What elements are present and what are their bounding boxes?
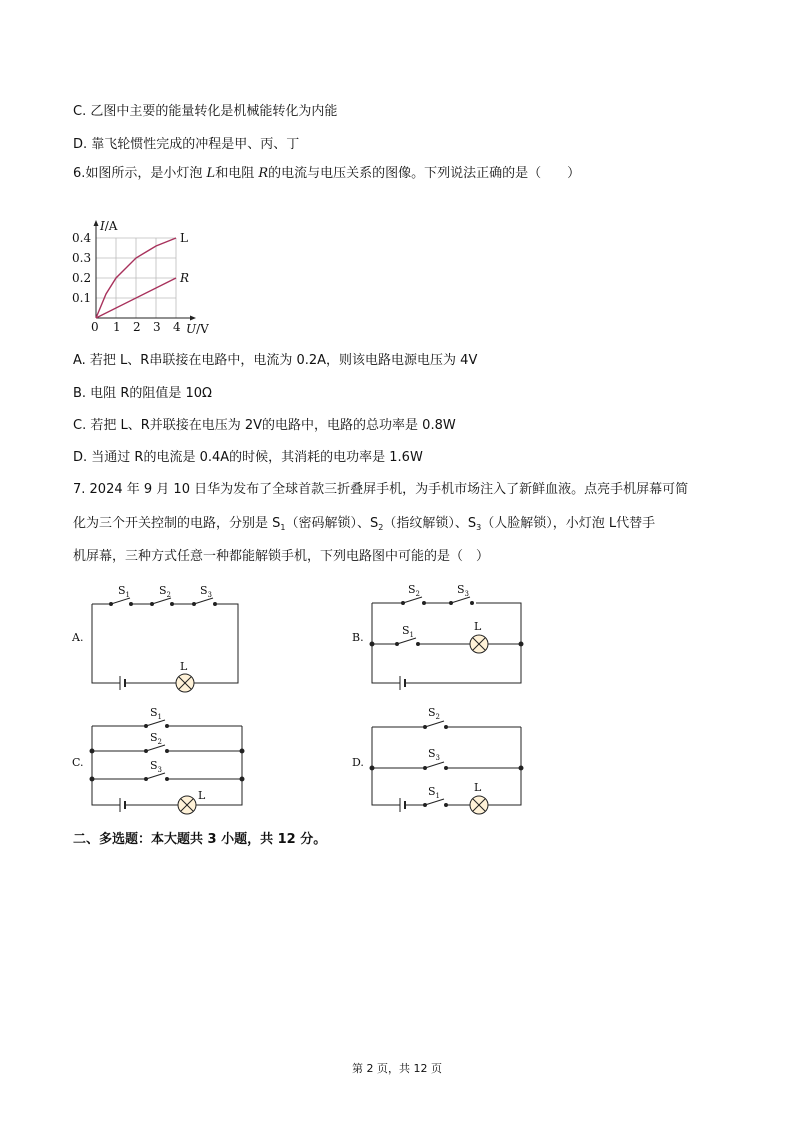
question-7-line-2	[73, 516, 655, 533]
circuit-c-s1: $S_1$	[150, 706, 163, 721]
circuit-a-s1: $S_1$	[118, 584, 131, 599]
circuit-b-s2: $S_2$	[408, 583, 421, 598]
series-label-r: R	[180, 271, 190, 285]
page-footer: 第 2 页，共 12 页	[352, 1062, 442, 1075]
option-c-q6: C. 若把 L、R并联接在电压为 2V的电路中，电路的总功率是 0.8W	[73, 418, 456, 433]
x-tick-label: 2	[133, 320, 141, 334]
option-d-q6: D. 当通过 R的电流是 0.4A的时候，其消耗的电功率是 1.6W	[73, 450, 423, 465]
y-axis-label: I/A	[100, 220, 118, 233]
question-6	[73, 166, 580, 182]
x-tick-label: 3	[153, 320, 161, 334]
section-2-heading: 二、多选题：本大题共 3 小题，共 12 分。	[73, 832, 327, 847]
circuit-c	[90, 720, 244, 814]
circuit-a	[92, 598, 238, 692]
chart-grid	[96, 238, 176, 318]
x-tick-label: 1	[113, 320, 121, 334]
circuit-c-label: C.	[72, 756, 84, 769]
q7-sub-2: 2	[378, 523, 384, 532]
circuit-d-s2: $S_2$	[428, 706, 441, 721]
circuit-d	[370, 721, 523, 814]
y-tick-label: 0.3	[72, 251, 92, 265]
circuit-b-s3: $S_3$	[457, 583, 470, 598]
x-tick-label: 0	[91, 320, 99, 334]
question-7-line-1: 7. 2024 年 9 月 10 日华为发布了全球首款三折叠屏手机，为手机市场注入了新鲜血液。点亮手机屏幕可简	[73, 482, 689, 497]
x-axis-arrow	[190, 316, 196, 321]
question-7-line-3: 机屏幕，三种方式任意一种都能解锁手机，下列电路图中可能的是（ ）	[73, 549, 490, 564]
circuit-c-s2: $S_2$	[150, 731, 163, 746]
y-tick-label: 0.2	[72, 271, 92, 285]
circuit-d-lamp-label: L	[474, 781, 482, 794]
option-a-q6: A. 若把 L、R串联接在电路中，电流为 0.2A，则该电路电源电压为 4V	[73, 353, 478, 368]
circuit-d-s3: $S_3$	[428, 747, 441, 762]
x-axis-label: U/V	[186, 322, 209, 336]
circuit-b-lamp-label: L	[474, 620, 482, 633]
y-tick-label: 0.1	[72, 291, 92, 305]
series-label-l: L	[180, 231, 188, 245]
q7-text-c: （指纹解锁）、S	[383, 516, 477, 531]
q7-text-a: 化为三个开关控制的电路，分别是 S	[73, 516, 281, 531]
q7-sub-3: 3	[476, 523, 482, 532]
option-c-q5: C. 乙图中主要的能量转化是机械能转化为内能	[73, 104, 338, 119]
circuit-c-s3: $S_3$	[150, 759, 163, 774]
option-b-q6: B. 电阻 R的阻值是 10Ω	[73, 386, 212, 401]
q6-symbol-l: L	[206, 166, 216, 181]
circuit-a-s2: $S_2$	[159, 584, 172, 599]
iu-chart	[68, 220, 228, 345]
circuit-b-s1: $S_1$	[402, 624, 415, 639]
circuit-a-label: A.	[72, 631, 84, 644]
circuit-b-label: B.	[352, 631, 364, 644]
q7-text-d: （人脸解锁），小灯泡 L代替手	[481, 516, 656, 531]
x-tick-label: 4	[173, 320, 181, 334]
circuit-d-s1: $S_1$	[428, 785, 441, 800]
q6-text-2: 和电阻	[215, 166, 259, 181]
circuit-d-label: D.	[352, 756, 364, 769]
q7-text-b: （密码解锁）、S	[285, 516, 379, 531]
option-d-q5: D. 靠飞轮惯性完成的冲程是甲、丙、丁	[73, 137, 300, 152]
circuit-c-lamp-label: L	[198, 789, 206, 802]
q7-sub-1: 1	[280, 523, 286, 532]
circuit-b	[370, 597, 523, 690]
circuit-a-s3: $S_3$	[200, 584, 213, 599]
q6-text-3: 的电流与电压关系的图像。下列说法正确的是（ ）	[268, 166, 581, 181]
q6-symbol-r: R	[258, 166, 269, 181]
q6-text-1: 6.如图所示，是小灯泡	[73, 166, 207, 181]
y-axis-arrow	[94, 220, 99, 226]
circuit-a-lamp-label: L	[180, 660, 188, 673]
y-tick-label: 0.4	[72, 231, 92, 245]
circuit-diagrams	[0, 570, 794, 820]
